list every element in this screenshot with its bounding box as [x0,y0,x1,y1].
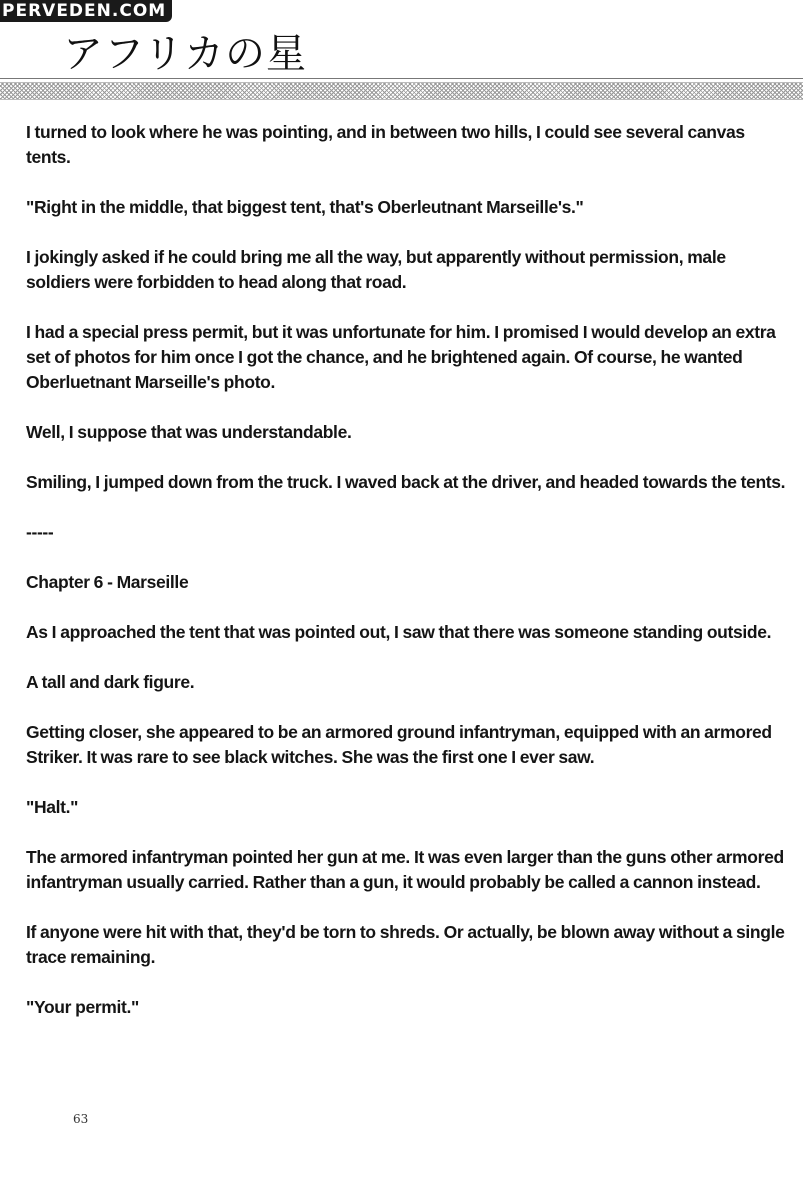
paragraph-12: If anyone were hit with that, they'd be torn to shreds. Or actually, be blown away without a single trace remaining. [26,922,785,967]
header-rule [0,78,803,79]
paragraph-6: Smiling, I jumped down from the truck. I waved back at the driver, and headed towards the tents. [26,472,786,492]
paragraph-5: Well, I suppose that was understandable. [26,422,352,442]
paragraph-2: "Right in the middle, that biggest tent, that's Oberleutnant Marseille's." [26,197,584,217]
paragraph-9: Getting closer, she appeared to be an armored ground infantryman, equipped with an armored Striker. It was rare to see black witches. She was the first one I ever saw. [26,722,772,767]
body-text [26,120,791,1045]
chapter-heading: Chapter 6 - Marseille [26,572,189,592]
site-watermark: PERVEDEN.COM [0,0,172,22]
paragraph-13: "Your permit." [26,997,139,1017]
header-pattern-band [0,82,803,100]
scene-separator: ----- [26,522,54,542]
paragraph-10: "Halt." [26,797,79,817]
paragraph-4: I had a special press permit, but it was unfortunate for him. I promised I would develop an extra set of photos for him once I got the chance, and he brightened again. Of course, he wanted Oberluetnant Marseille's photo. [26,322,776,392]
book-title: アフリカの星 [63,31,307,77]
paragraph-8: A tall and dark figure. [26,672,195,692]
page-number: 63 [73,1112,89,1126]
paragraph-11: The armored infantryman pointed her gun at me. It was even larger than the guns other armored infantryman usually carried. Rather than a gun, it would probably be called a cannon instead. [26,847,784,892]
paragraph-3: I jokingly asked if he could bring me all the way, but apparently without permission, male soldiers were forbidden to head along that road. [26,247,726,292]
paragraph-7: As I approached the tent that was pointed out, I saw that there was someone standing outside. [26,622,772,642]
paragraph-1: I turned to look where he was pointing, and in between two hills, I could see several canvas tents. [26,122,745,167]
